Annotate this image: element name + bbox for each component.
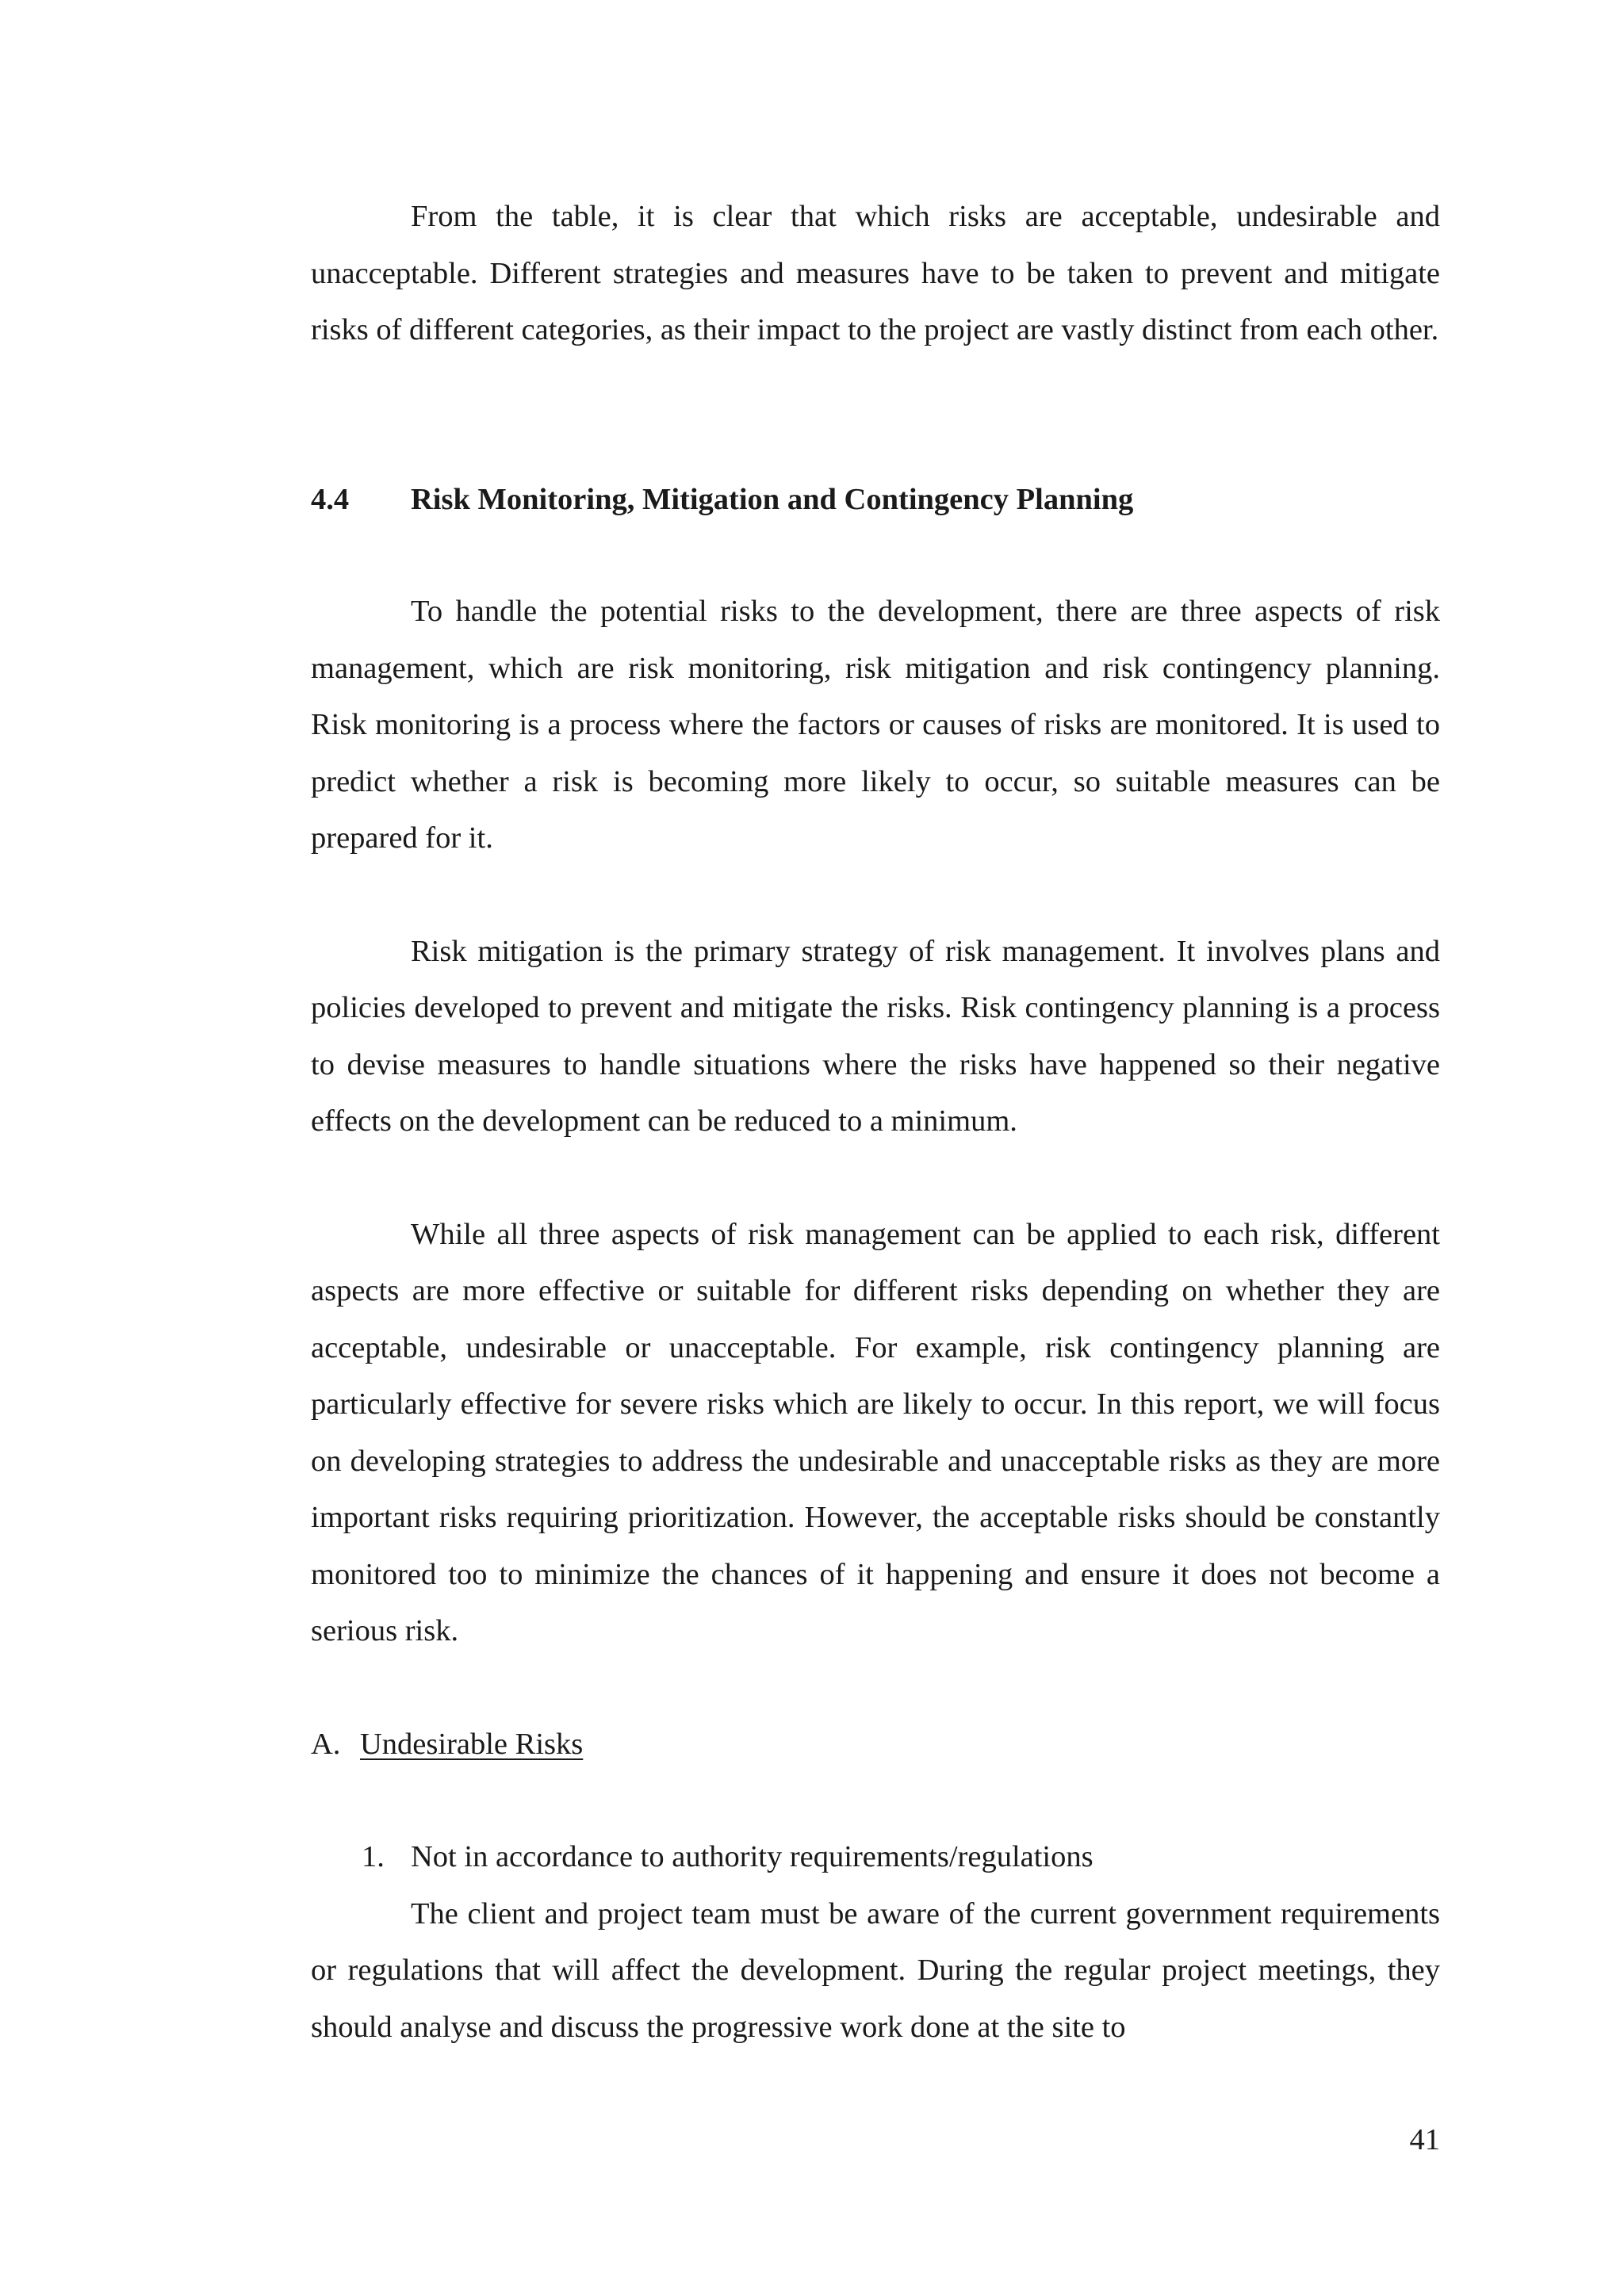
- list-item: [311, 1829, 1440, 1886]
- three-aspects-paragraph: While all three aspects of risk management can be applied to each risk, different aspects are more effective or suitable for different risks depending on whether they are acceptable, undesirable or unacceptable. For example, risk contingency planning are particularly effective for severe risks which are likely to occur. In this report, we will focus on developing strategies to address the undesirable and unacceptable risks as they are more important risks requiring prioritization. However, the acceptable risks should be constantly monitored too to minimize the chances of it happening and ensure it does not become a serious risk.: [311, 1217, 1440, 1647]
- spacer: [311, 1660, 1440, 1716]
- spacer: [311, 1150, 1440, 1207]
- list-item-text: Not in accordance to authority requirements/regulations: [411, 1840, 1094, 1873]
- intro-paragraph: From the table, it is clear that which risks are acceptable, undesirable and unacceptable. Different strategies and measures have to be taken to prevent and mitigate risks of different categories, as their impact to the project are vastly distinct from each other.: [311, 200, 1440, 346]
- list-marker: 1.: [362, 1840, 385, 1873]
- spacer: [311, 528, 1440, 584]
- section-number: 4.4: [311, 482, 350, 516]
- authority-paragraph: The client and project team must be aware of the current government requirements or regulations that will affect the development. During the regular project meetings, they should analyse and discuss the progressive work done at the site to: [311, 1896, 1440, 2044]
- spacer: [311, 1773, 1440, 1829]
- page-content: [311, 189, 1440, 2056]
- section-heading: [311, 472, 1440, 529]
- subsection-letter: A.: [311, 1727, 341, 1761]
- subsection-heading: [311, 1716, 1440, 1774]
- spacer: [311, 867, 1440, 924]
- risk-mitigation-paragraph: Risk mitigation is the primary strategy of risk management. It involves plans and policies developed to prevent and mitigate the risks. Risk contingency planning is a process to devise measures to handle situations where the risks have happened so their negative effects on the development can be reduced to a minimum.: [311, 934, 1440, 1138]
- subsection-title: Undesirable Risks: [360, 1727, 584, 1761]
- risk-management-paragraph: To handle the potential risks to the development, there are three aspects of risk management, which are risk monitoring, risk mitigation and risk contingency planning. Risk monitoring is a process where the factors or causes of risks are monitored. It is used to predict whether a risk is becoming more likely to occur, so suitable measures can be prepared for it.: [311, 595, 1440, 855]
- spacer: [311, 359, 1440, 472]
- section-title: Risk Monitoring, Mitigation and Contingency Planning: [411, 482, 1134, 516]
- page-number: 41: [1409, 2123, 1440, 2156]
